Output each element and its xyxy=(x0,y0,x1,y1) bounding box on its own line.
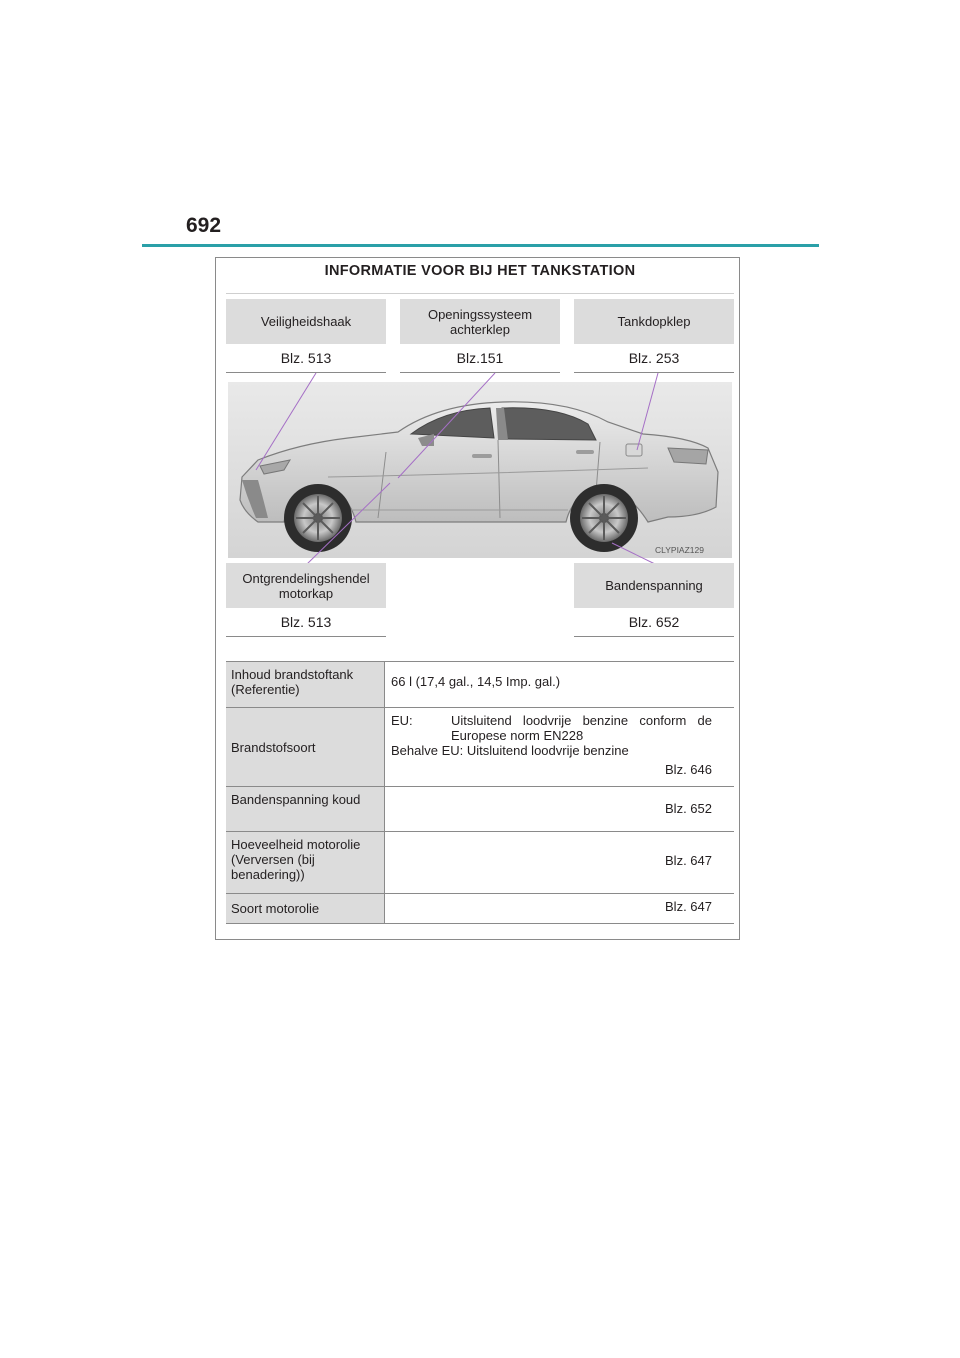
callout-fuel-door-label: Tankdopklep xyxy=(574,299,734,344)
fuel-type-eu-prefix: EU: xyxy=(391,713,413,728)
fuel-type-eu-text: Uitsluitend loodvrije benzine conform de Europese norm EN228 xyxy=(451,713,712,743)
callout-tire-pressure-label: Bandenspanning xyxy=(574,563,734,608)
page-number: 692 xyxy=(186,214,222,237)
title-divider xyxy=(226,293,734,294)
callout-hood-release-page[interactable]: Blz. 513 xyxy=(226,608,386,637)
callout-hood-release-label: Ontgrendelingshendel motorkap xyxy=(226,563,386,608)
callout-trunk-page[interactable]: Blz.151 xyxy=(400,344,560,373)
fuel-capacity-label: Inhoud brandstoftank (Referentie) xyxy=(226,662,385,707)
oil-capacity-value xyxy=(385,832,734,893)
oil-type-page-ref[interactable]: Blz. 647 xyxy=(665,899,712,914)
car-illustration xyxy=(228,382,732,558)
oil-capacity-page-ref[interactable]: Blz. 647 xyxy=(665,853,712,868)
header-rule xyxy=(142,244,819,247)
fuel-type-value xyxy=(385,708,734,786)
table-row xyxy=(226,708,734,787)
fuel-type-eu xyxy=(391,713,712,743)
section-title: INFORMATIE VOOR BIJ HET TANKSTATION xyxy=(324,263,636,279)
fuel-type-page-ref[interactable]: Blz. 646 xyxy=(665,762,712,777)
oil-capacity-label: Hoeveelheid motorolie (Verversen (bij benadering)) xyxy=(226,832,385,893)
callout-hood-hook-label: Veiligheidshaak xyxy=(226,299,386,344)
table-row xyxy=(226,787,734,832)
oil-type-value xyxy=(385,894,734,923)
callout-trunk-label: Openingssysteem achterklep xyxy=(400,299,560,344)
fuel-type-label: Brandstofsoort xyxy=(226,708,385,786)
callout-fuel-door-page[interactable]: Blz. 253 xyxy=(574,344,734,373)
oil-type-label: Soort motorolie xyxy=(226,894,385,923)
tire-pressure-page-ref[interactable]: Blz. 652 xyxy=(665,801,712,816)
car-side-view-image xyxy=(228,382,732,558)
fuel-capacity-value: 66 l (17,4 gal., 14,5 Imp. gal.) xyxy=(391,674,561,689)
fuel-type-non-eu-text: Behalve EU: Uitsluitend loodvrije benzine xyxy=(391,743,629,758)
tire-pressure-label: Bandenspanning koud xyxy=(226,787,385,831)
table-row xyxy=(226,662,734,708)
callout-hood-hook-page[interactable]: Blz. 513 xyxy=(226,344,386,373)
callout-tire-pressure-page[interactable]: Blz. 652 xyxy=(574,608,734,637)
table-row xyxy=(226,894,734,924)
table-row xyxy=(226,832,734,894)
figure-code: CLYPIAZ129 xyxy=(655,545,704,555)
fuel-info-table xyxy=(226,661,734,924)
tire-pressure-value xyxy=(385,787,734,831)
